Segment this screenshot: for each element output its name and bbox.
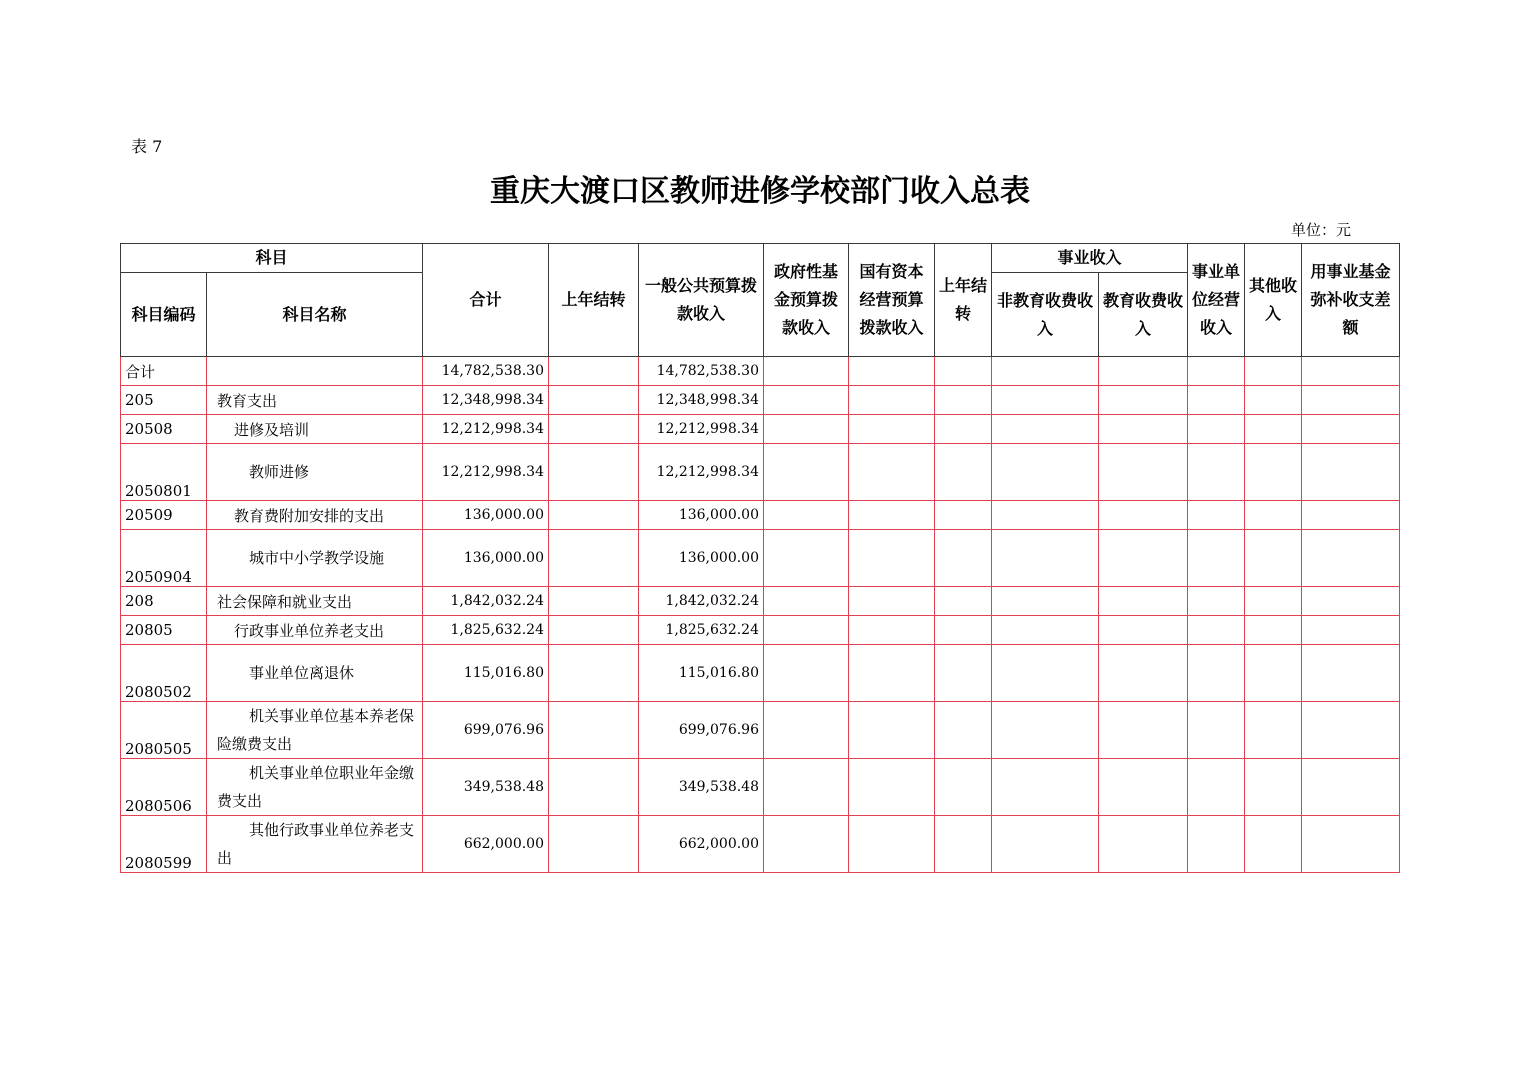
general-budget-value: 136,000.00	[639, 501, 764, 530]
subject-name: 教育费附加安排的支出	[207, 501, 423, 530]
subject-code: 2080506	[121, 759, 207, 816]
header-fund-balance: 用事业基金弥补收支差额	[1302, 244, 1400, 357]
subject-name: 事业单位离退休	[207, 645, 423, 702]
subject-name: 其他行政事业单位养老支出	[207, 816, 423, 873]
subject-name: 机关事业单位基本养老保险缴费支出	[207, 702, 423, 759]
subject-name: 社会保障和就业支出	[207, 587, 423, 616]
subject-name: 机关事业单位职业年金缴费支出	[207, 759, 423, 816]
header-subject-group: 科目	[121, 244, 423, 273]
table-row	[121, 530, 1400, 587]
table-row	[121, 816, 1400, 873]
general-budget-value: 136,000.00	[639, 530, 764, 587]
subject-code: 合计	[121, 357, 207, 386]
subject-code: 20508	[121, 415, 207, 444]
table-number: 表 7	[131, 137, 163, 156]
total-value: 12,212,998.34	[423, 444, 549, 501]
header-subject-code: 科目编码	[121, 273, 207, 357]
header-last-year-carry: 上年结转	[549, 244, 639, 357]
subject-code: 20805	[121, 616, 207, 645]
total-value: 699,076.96	[423, 702, 549, 759]
general-budget-value: 14,782,538.30	[639, 357, 764, 386]
header-non-edu-fee: 非教育收费收入	[992, 273, 1099, 357]
table-row	[121, 386, 1400, 415]
general-budget-value: 699,076.96	[639, 702, 764, 759]
subject-code: 2080599	[121, 816, 207, 873]
total-value: 12,348,998.34	[423, 386, 549, 415]
subject-code: 2050904	[121, 530, 207, 587]
total-value: 14,782,538.30	[423, 357, 549, 386]
subject-code: 208	[121, 587, 207, 616]
general-budget-value: 12,348,998.34	[639, 386, 764, 415]
general-budget-value: 662,000.00	[639, 816, 764, 873]
total-value: 136,000.00	[423, 530, 549, 587]
income-summary-table	[120, 243, 1400, 873]
total-value: 662,000.00	[423, 816, 549, 873]
table-row	[121, 415, 1400, 444]
table-row	[121, 645, 1400, 702]
unit-label: 单位：元	[1291, 221, 1352, 239]
table-row	[121, 357, 1400, 386]
subject-name: 城市中小学教学设施	[207, 530, 423, 587]
table-row	[121, 501, 1400, 530]
table-row	[121, 616, 1400, 645]
general-budget-value: 12,212,998.34	[639, 415, 764, 444]
subject-code: 205	[121, 386, 207, 415]
total-value: 349,538.48	[423, 759, 549, 816]
header-business-unit-income: 事业单位经营收入	[1188, 244, 1245, 357]
header-edu-fee: 教育收费收入	[1099, 273, 1188, 357]
general-budget-value: 12,212,998.34	[639, 444, 764, 501]
subject-code: 2050801	[121, 444, 207, 501]
subject-name	[207, 357, 423, 386]
page-title: 重庆大渡口区教师进修学校部门收入总表	[490, 174, 1030, 209]
table-row	[121, 587, 1400, 616]
header-business-income-group: 事业收入	[992, 244, 1188, 273]
table-row	[121, 444, 1400, 501]
subject-code: 2080502	[121, 645, 207, 702]
header-total: 合计	[423, 244, 549, 357]
subject-name: 教师进修	[207, 444, 423, 501]
table-row	[121, 759, 1400, 816]
header-last-year-carry-2: 上年结转	[935, 244, 992, 357]
total-value: 136,000.00	[423, 501, 549, 530]
subject-code: 20509	[121, 501, 207, 530]
general-budget-value: 349,538.48	[639, 759, 764, 816]
subject-name: 行政事业单位养老支出	[207, 616, 423, 645]
header-subject-name: 科目名称	[207, 273, 423, 357]
header-general-budget: 一般公共预算拨款收入	[639, 244, 764, 357]
general-budget-value: 115,016.80	[639, 645, 764, 702]
header-other-income: 其他收入	[1245, 244, 1302, 357]
subject-code: 2080505	[121, 702, 207, 759]
general-budget-value: 1,825,632.24	[639, 616, 764, 645]
subject-name: 进修及培训	[207, 415, 423, 444]
header-gov-fund: 政府性基金预算拨款收入	[764, 244, 849, 357]
header-state-capital: 国有资本经营预算拨款收入	[849, 244, 935, 357]
table-row	[121, 702, 1400, 759]
total-value: 1,842,032.24	[423, 587, 549, 616]
general-budget-value: 1,842,032.24	[639, 587, 764, 616]
total-value: 1,825,632.24	[423, 616, 549, 645]
subject-name: 教育支出	[207, 386, 423, 415]
total-value: 12,212,998.34	[423, 415, 549, 444]
total-value: 115,016.80	[423, 645, 549, 702]
